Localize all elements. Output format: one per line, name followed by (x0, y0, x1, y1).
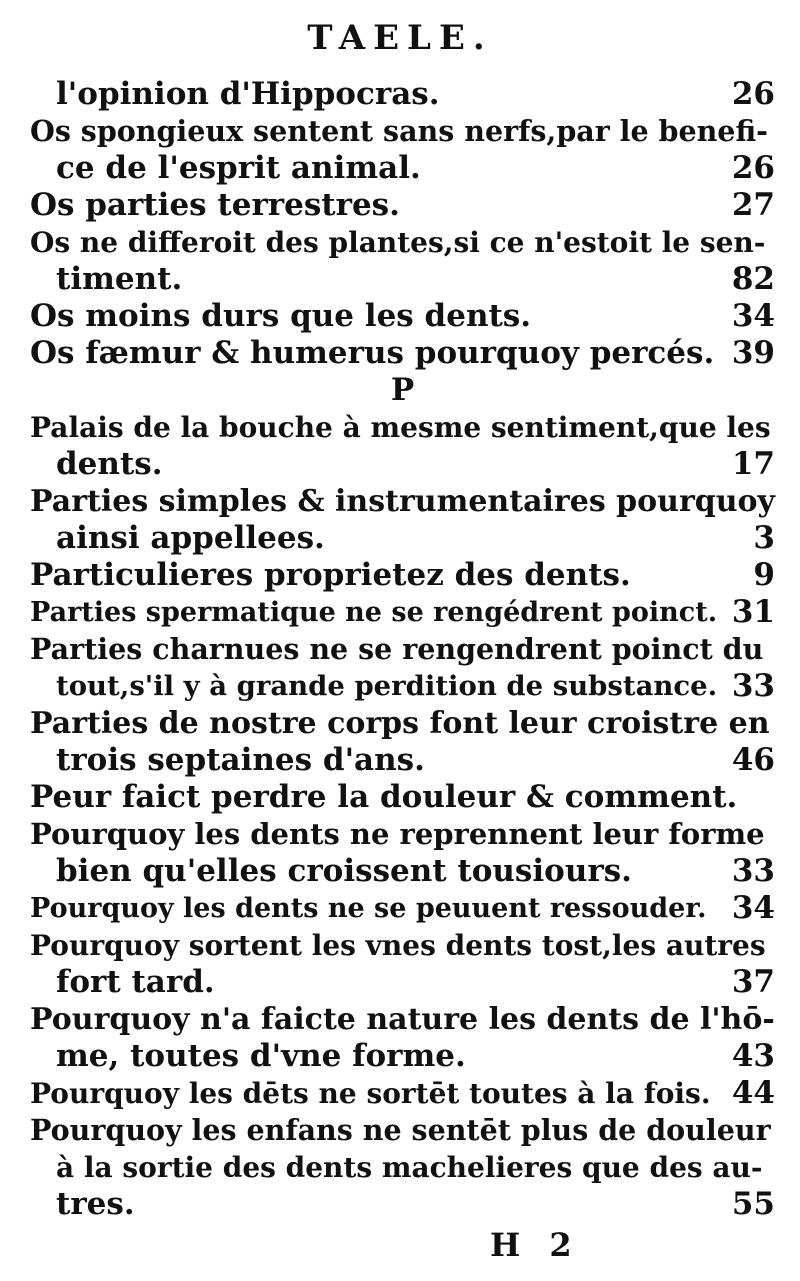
index-line-text: tout,s'il y à grande perdition de substance. (56, 670, 718, 702)
index-line-text: fort tard. (56, 964, 215, 1000)
index-line (30, 446, 775, 483)
index-line-text: Pourquoy les dents ne se peuuent ressouder. (30, 893, 707, 924)
index-line (30, 742, 775, 779)
page-number: 27 (731, 187, 775, 223)
index-line-text: Pourquoy n'a faicte nature les dents de l'hō- (30, 1002, 775, 1037)
page-footer (0, 1226, 800, 1266)
signature-mark: H 2 (490, 1226, 572, 1264)
index-line (30, 557, 775, 594)
index-line (30, 1186, 775, 1223)
index-line-text: Os moins durs que les dents. (30, 298, 532, 334)
page-number: 43 (731, 1038, 775, 1074)
index-line (30, 1112, 775, 1149)
index-line-text: trois septaines d'ans. (56, 742, 425, 778)
index-line-text: Parties de nostre corps font leur croistre en (30, 706, 770, 741)
page-number: 37 (731, 964, 775, 1000)
page-number: 26 (731, 76, 775, 112)
section-letter (30, 372, 775, 409)
index-line-text: Parties spermatique ne se rengédrent poinct. (30, 597, 718, 628)
index-line-text: bien qu'elles croissent tousiours. (56, 853, 632, 889)
index-line (30, 520, 775, 557)
index-line-text: Pourquoy sortent les vnes dents tost,les autres (30, 929, 766, 962)
index-line (30, 113, 775, 150)
index-line-text: tres. (56, 1186, 135, 1222)
page-number: 55 (731, 1186, 775, 1222)
index-line (30, 76, 775, 113)
index-line (30, 1075, 775, 1112)
page-number: 34 (731, 890, 775, 926)
index-line-text: dents. (56, 446, 163, 482)
index-line (30, 1149, 775, 1186)
index-line (30, 1001, 775, 1038)
index-line-text: Os parties terrestres. (30, 187, 400, 223)
index-line (30, 890, 775, 927)
index-line (30, 409, 775, 446)
page-number: 33 (731, 853, 775, 889)
index-line (30, 224, 775, 261)
index-line (30, 705, 775, 742)
page-number: 82 (731, 261, 775, 297)
index-line (30, 964, 775, 1001)
index-line-text: à la sortie des dents machelieres que des au- (56, 1151, 763, 1184)
page-number: 44 (731, 1075, 775, 1111)
index-line-text: Parties simples & instrumentaires pourquoy (30, 484, 775, 519)
index-line (30, 594, 775, 631)
index-line-text: Pourquoy les dents ne reprennent leur forme (30, 817, 765, 851)
page-number: 33 (731, 668, 775, 704)
index-line (30, 150, 775, 187)
index-line (30, 298, 775, 335)
index-line-text: Os ne differoit des plantes,si ce n'estoit le sen- (30, 226, 766, 259)
page-number: 17 (731, 446, 775, 482)
index-line (30, 816, 775, 853)
page-number: 26 (731, 150, 775, 186)
index-line-text: Pourquoy les enfans ne sentēt plus de douleur (30, 1113, 771, 1147)
index-line-text: Particulieres proprietez des dents. (30, 557, 631, 593)
index-line (30, 668, 775, 705)
page-number: 34 (731, 298, 775, 334)
index-line-text: Palais de la bouche à mesme sentiment,que les (30, 411, 771, 444)
index-line-text: Os spongieux sentent sans nerfs,par le benefi- (30, 114, 768, 148)
index-line-text: ainsi appellees. (56, 520, 325, 556)
index-line-text: ce de l'esprit animal. (56, 150, 421, 186)
index-line-text: Os fæmur & humerus pourquoy percés. (30, 335, 715, 371)
index-line (30, 853, 775, 890)
page-number: 31 (731, 594, 775, 630)
index-entries (30, 76, 775, 1223)
index-line (30, 631, 775, 668)
index-line-text: Parties charnues ne se rengendrent poinct du (30, 632, 764, 666)
index-line (30, 779, 775, 816)
index-line-text: P (390, 372, 415, 408)
index-line (30, 335, 775, 372)
index-line-text: Pourquoy les dēts ne sortēt toutes à la fois. (30, 1077, 711, 1110)
index-line-text: l'opinion d'Hippocras. (56, 76, 440, 112)
index-line-text: me, toutes d'vne forme. (56, 1038, 466, 1074)
page-number: 9 (753, 557, 775, 593)
index-line (30, 483, 775, 520)
index-line (30, 261, 775, 298)
index-line (30, 927, 775, 964)
page-number: 39 (731, 335, 775, 371)
index-line-text: Peur faict perdre la douleur & comment. (30, 779, 738, 815)
index-line-text: timent. (56, 261, 183, 297)
index-line (30, 1038, 775, 1075)
page-number: 46 (731, 742, 775, 778)
running-header: TAELE. (307, 18, 493, 58)
index-line (30, 187, 775, 224)
page-number: 3 (753, 520, 775, 556)
